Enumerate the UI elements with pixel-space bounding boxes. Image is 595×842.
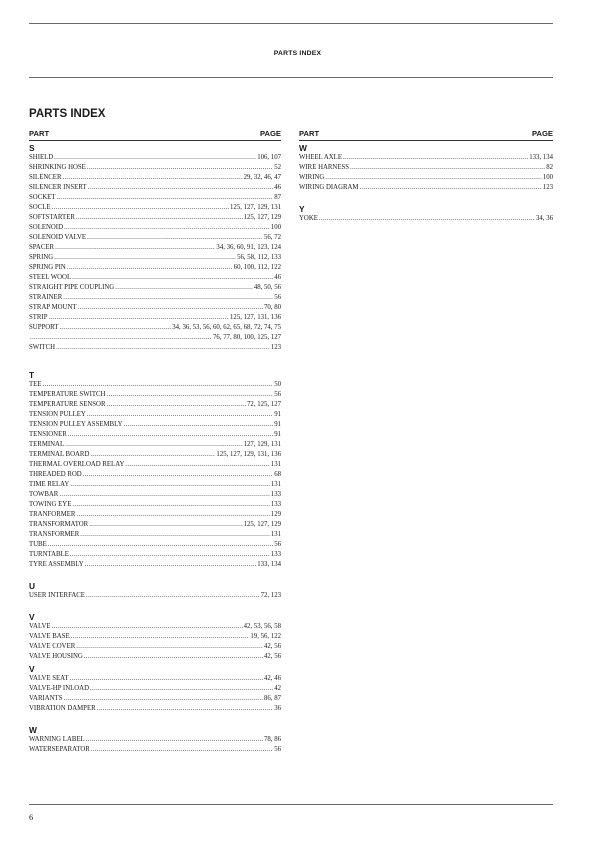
page-references: 133 bbox=[270, 491, 281, 498]
index-entry bbox=[299, 173, 553, 183]
page-references: 56 bbox=[274, 541, 281, 548]
page-references: 133 bbox=[270, 501, 281, 508]
footer-rule bbox=[29, 804, 553, 805]
dot-leader bbox=[87, 163, 273, 173]
page-column-header: PAGE bbox=[260, 129, 281, 138]
dot-leader bbox=[78, 303, 263, 313]
index-entry bbox=[29, 213, 281, 223]
page-references: 50 bbox=[274, 381, 281, 388]
part-name: TRANSFORMER bbox=[29, 531, 80, 538]
section-letter: W bbox=[29, 725, 37, 735]
dot-leader bbox=[106, 390, 273, 400]
part-name: SWITCH bbox=[29, 344, 56, 351]
letter-group bbox=[299, 144, 553, 193]
page-references: 127, 129, 131 bbox=[243, 441, 281, 448]
dot-leader bbox=[97, 704, 274, 714]
part-name: TENSION PULLEY bbox=[29, 411, 86, 418]
page-references: 123 bbox=[270, 344, 281, 351]
part-column-header: PART bbox=[29, 129, 50, 138]
part-name: TIME RELAY bbox=[29, 481, 70, 488]
letter-group bbox=[29, 582, 281, 601]
dot-leader bbox=[49, 313, 230, 323]
letter-group bbox=[299, 205, 553, 224]
dot-leader bbox=[80, 530, 270, 540]
dot-leader bbox=[64, 223, 270, 233]
dot-leader bbox=[42, 380, 273, 390]
page-references: 48, 50, 56 bbox=[253, 284, 281, 291]
dot-leader bbox=[52, 622, 243, 632]
page-references: 100 bbox=[270, 224, 281, 231]
index-groups bbox=[299, 144, 553, 224]
page-references: 125, 127, 129 bbox=[243, 521, 281, 528]
page-references: 78, 86 bbox=[264, 736, 281, 743]
letter-group bbox=[29, 726, 281, 755]
page-number: 6 bbox=[29, 813, 34, 822]
index-entry bbox=[29, 550, 281, 560]
letter-group bbox=[29, 144, 281, 353]
index-entry bbox=[29, 440, 281, 450]
part-name: SOLENOID VALVE bbox=[29, 234, 87, 241]
page-references: 91 bbox=[274, 411, 281, 418]
part-name: STRAIGHT PIPE COUPLING bbox=[29, 284, 115, 291]
dot-leader bbox=[90, 450, 215, 460]
page-references: 125, 127, 129 bbox=[243, 214, 281, 221]
dot-leader bbox=[65, 440, 242, 450]
part-name: TENSIONER bbox=[29, 431, 67, 438]
index-entry bbox=[29, 704, 281, 714]
page-title: PARTS INDEX bbox=[29, 108, 106, 120]
index-entry bbox=[299, 153, 553, 163]
index-entry bbox=[29, 735, 281, 745]
dot-leader bbox=[62, 173, 242, 183]
page-references: 72, 123 bbox=[260, 592, 281, 599]
page-references: 36 bbox=[274, 705, 281, 712]
dot-leader bbox=[67, 263, 233, 273]
page-references: 42, 46 bbox=[264, 675, 281, 682]
page-references: 87 bbox=[274, 194, 281, 201]
page-references: 125, 127, 129, 131, 136 bbox=[216, 451, 281, 458]
page-references: 82 bbox=[546, 164, 553, 171]
dot-leader bbox=[64, 694, 264, 704]
index-entry bbox=[29, 410, 281, 420]
part-name: VALVE BASE bbox=[29, 633, 70, 640]
index-entry bbox=[29, 490, 281, 500]
dot-leader bbox=[52, 203, 229, 213]
part-name: TERMINAL BOARD bbox=[29, 451, 90, 458]
part-name: SUPPORT bbox=[29, 324, 59, 331]
part-name: TENSION PULLEY ASSEMBLY bbox=[29, 421, 123, 428]
dot-leader bbox=[71, 632, 250, 642]
index-entry bbox=[29, 153, 281, 163]
index-entry bbox=[29, 622, 281, 632]
index-entry bbox=[299, 183, 553, 193]
page-references: 86, 87 bbox=[264, 695, 281, 702]
page-references: 34, 36 bbox=[536, 215, 553, 222]
running-header: PARTS INDEX bbox=[273, 50, 322, 57]
part-name: WIRING DIAGRAM bbox=[299, 184, 359, 191]
index-entry bbox=[29, 632, 281, 642]
part-name: THERMAL OVERLOAD RELAY bbox=[29, 461, 125, 468]
dot-leader bbox=[87, 233, 263, 243]
index-entry bbox=[29, 273, 281, 283]
dot-leader bbox=[68, 430, 273, 440]
dot-leader bbox=[48, 540, 273, 550]
part-name: TRANFORMER bbox=[29, 511, 76, 518]
index-entry bbox=[29, 591, 281, 601]
dot-leader bbox=[69, 674, 263, 684]
dot-leader bbox=[70, 550, 270, 560]
index-entry bbox=[29, 500, 281, 510]
index-entry bbox=[29, 233, 281, 243]
part-name: YOKE bbox=[299, 215, 318, 222]
section-letter: S bbox=[29, 143, 35, 153]
part-name: SPRING PIN bbox=[29, 264, 66, 271]
top-rule bbox=[29, 23, 553, 24]
dot-leader bbox=[319, 214, 535, 224]
dot-leader bbox=[106, 400, 246, 410]
page-references: 56, 58, 112, 133 bbox=[237, 254, 281, 261]
index-entry bbox=[29, 510, 281, 520]
index-entry bbox=[29, 203, 281, 213]
part-name: SHRINKING HOSE bbox=[29, 164, 86, 171]
index-column-right bbox=[299, 129, 553, 224]
letter-group bbox=[29, 665, 281, 714]
index-entry bbox=[29, 193, 281, 203]
page-references: 131 bbox=[270, 481, 281, 488]
page-column-header: PAGE bbox=[532, 129, 553, 138]
part-name: VALVE-HP INLOAD bbox=[29, 685, 89, 692]
column-header bbox=[29, 129, 281, 141]
part-name: WHEEL AXLE bbox=[299, 154, 342, 161]
dot-leader bbox=[125, 460, 269, 470]
part-name: TEMPERATURE SENSOR bbox=[29, 401, 106, 408]
index-entry bbox=[29, 163, 281, 173]
part-name: WATERSEPARATOR bbox=[29, 746, 90, 753]
page-references: 56 bbox=[274, 294, 281, 301]
letter-group bbox=[29, 371, 281, 570]
index-entry bbox=[29, 560, 281, 570]
part-column-header: PART bbox=[299, 129, 320, 138]
part-name: SHIELD bbox=[29, 154, 54, 161]
part-name: TUBE bbox=[29, 541, 47, 548]
dot-leader bbox=[72, 500, 269, 510]
page-references: 29, 32, 46, 47 bbox=[243, 174, 281, 181]
page-references: 19, 56, 122 bbox=[250, 633, 281, 640]
section-letter: W bbox=[299, 143, 307, 153]
page-references: 42 bbox=[274, 685, 281, 692]
page-references: 60, 100, 112, 122 bbox=[233, 264, 281, 271]
header-bottom-rule bbox=[29, 77, 553, 78]
dot-leader bbox=[89, 520, 242, 530]
index-entry bbox=[29, 313, 281, 323]
dot-leader bbox=[76, 213, 243, 223]
index-entry bbox=[29, 303, 281, 313]
dot-leader bbox=[59, 323, 171, 333]
part-name: SOCLE bbox=[29, 204, 51, 211]
dot-leader bbox=[91, 745, 273, 755]
part-name: SOLENOID bbox=[29, 224, 63, 231]
page-references: 76, 77, 80, 100, 125, 127 bbox=[213, 334, 281, 341]
section-letter: V bbox=[29, 612, 35, 622]
section-letter: Y bbox=[299, 204, 305, 214]
part-name: WIRING bbox=[299, 174, 325, 181]
part-name: VIBRATION DAMPER bbox=[29, 705, 96, 712]
index-entry bbox=[29, 430, 281, 440]
dot-leader bbox=[359, 183, 541, 193]
part-name: TOWING EYE bbox=[29, 501, 72, 508]
index-entry bbox=[29, 380, 281, 390]
index-entry bbox=[299, 214, 553, 224]
index-entry bbox=[29, 323, 281, 333]
page-references: 46 bbox=[274, 184, 281, 191]
dot-leader bbox=[56, 343, 270, 353]
index-entry bbox=[29, 540, 281, 550]
index-column-left bbox=[29, 129, 281, 755]
page-references: 68 bbox=[274, 471, 281, 478]
dot-leader bbox=[30, 333, 212, 343]
index-groups bbox=[29, 144, 281, 755]
dot-leader bbox=[88, 183, 274, 193]
page-references: 100 bbox=[542, 174, 553, 181]
part-name: STEEL WOOL bbox=[29, 274, 72, 281]
part-name: SOFTSTARTER bbox=[29, 214, 75, 221]
part-name: SILENCER bbox=[29, 174, 62, 181]
index-entry bbox=[29, 263, 281, 273]
part-name: VALVE SEAT bbox=[29, 675, 69, 682]
index-entry bbox=[29, 293, 281, 303]
dot-leader bbox=[123, 420, 273, 430]
dot-leader bbox=[83, 470, 274, 480]
page-references: 133, 134 bbox=[257, 561, 281, 568]
index-entry bbox=[29, 183, 281, 193]
dot-leader bbox=[84, 652, 263, 662]
dot-leader bbox=[72, 273, 273, 283]
page-references: 125, 127, 131, 136 bbox=[230, 314, 281, 321]
dot-leader bbox=[55, 243, 215, 253]
dot-leader bbox=[86, 735, 263, 745]
part-name: VALVE HOUSING bbox=[29, 653, 83, 660]
page-references: 133 bbox=[270, 551, 281, 558]
page-references: 46 bbox=[274, 274, 281, 281]
page-references: 125, 127, 129, 131 bbox=[230, 204, 281, 211]
index-entry bbox=[29, 745, 281, 755]
page-references: 34, 36, 53, 56, 60, 62, 65, 68, 72, 74, 75 bbox=[172, 324, 281, 331]
index-entry bbox=[29, 450, 281, 460]
page-references: 133, 134 bbox=[529, 154, 553, 161]
dot-leader bbox=[70, 480, 269, 490]
dot-leader bbox=[63, 293, 273, 303]
page-references: 34, 36, 60, 91, 123, 124 bbox=[216, 244, 281, 251]
index-entry bbox=[29, 420, 281, 430]
page-references: 129 bbox=[270, 511, 281, 518]
part-name: STRAINER bbox=[29, 294, 63, 301]
dot-leader bbox=[86, 591, 260, 601]
dot-leader bbox=[54, 153, 256, 163]
letter-group bbox=[29, 613, 281, 662]
dot-leader bbox=[85, 560, 257, 570]
section-letter: V bbox=[29, 664, 35, 674]
dot-leader bbox=[59, 490, 269, 500]
page-references: 91 bbox=[274, 421, 281, 428]
section-letter: U bbox=[29, 581, 36, 591]
part-name: VARIANTS bbox=[29, 695, 63, 702]
part-name: TEE bbox=[29, 381, 42, 388]
dot-leader bbox=[325, 173, 542, 183]
dot-leader bbox=[350, 163, 545, 173]
page-references: 72, 125, 127 bbox=[247, 401, 281, 408]
dot-leader bbox=[87, 410, 273, 420]
part-name: TERMINAL bbox=[29, 441, 65, 448]
dot-leader bbox=[115, 283, 253, 293]
section-letter: T bbox=[29, 370, 35, 380]
index-entry bbox=[29, 694, 281, 704]
part-name: VALVE COVER bbox=[29, 643, 76, 650]
part-name: SPRING bbox=[29, 254, 54, 261]
page-references: 42, 56 bbox=[264, 653, 281, 660]
index-entry bbox=[29, 333, 281, 343]
page-references: 42, 53, 56, 58 bbox=[243, 623, 281, 630]
page-references: 106, 107 bbox=[257, 154, 281, 161]
index-entry bbox=[29, 343, 281, 353]
part-name: WARNING LABEL bbox=[29, 736, 85, 743]
index-entry bbox=[29, 684, 281, 694]
index-entry bbox=[29, 173, 281, 183]
index-entry bbox=[29, 400, 281, 410]
page-references: 123 bbox=[542, 184, 553, 191]
index-entry bbox=[29, 390, 281, 400]
page-references: 56 bbox=[274, 391, 281, 398]
part-name: TRANSFORMATOR bbox=[29, 521, 89, 528]
dot-leader bbox=[90, 684, 273, 694]
dot-leader bbox=[343, 153, 528, 163]
part-name: SPACER bbox=[29, 244, 55, 251]
part-name: WIRE HARNESS bbox=[299, 164, 350, 171]
index-entry bbox=[29, 470, 281, 480]
index-entry bbox=[29, 652, 281, 662]
page-references: 56 bbox=[274, 746, 281, 753]
index-entry bbox=[29, 253, 281, 263]
part-name: SOCKET bbox=[29, 194, 56, 201]
part-name: VALVE bbox=[29, 623, 51, 630]
part-name: TEMPERATURE SWITCH bbox=[29, 391, 106, 398]
part-name: TYRE ASSEMBLY bbox=[29, 561, 84, 568]
part-name: TURNTABLE bbox=[29, 551, 69, 558]
index-entry bbox=[299, 163, 553, 173]
page-references: 56, 72 bbox=[264, 234, 281, 241]
page-references: 70, 80 bbox=[264, 304, 281, 311]
dot-leader bbox=[56, 193, 273, 203]
dot-leader bbox=[54, 253, 236, 263]
part-name: STRAP MOUNT bbox=[29, 304, 77, 311]
dot-leader bbox=[76, 510, 269, 520]
index-entry bbox=[29, 642, 281, 652]
index-entry bbox=[29, 460, 281, 470]
column-header bbox=[299, 129, 553, 141]
page-references: 91 bbox=[274, 431, 281, 438]
page-references: 131 bbox=[270, 461, 281, 468]
index-entry bbox=[29, 520, 281, 530]
index-entry bbox=[29, 530, 281, 540]
part-name: TOWBAR bbox=[29, 491, 59, 498]
index-entry bbox=[29, 283, 281, 293]
part-name: USER INTERFACE bbox=[29, 592, 85, 599]
part-name: SILENCER INSERT bbox=[29, 184, 87, 191]
part-name: THREADED ROD bbox=[29, 471, 82, 478]
index-entry bbox=[29, 223, 281, 233]
index-entry bbox=[29, 480, 281, 490]
page-references: 42, 56 bbox=[264, 643, 281, 650]
page-references: 52 bbox=[274, 164, 281, 171]
index-entry bbox=[29, 243, 281, 253]
index-entry bbox=[29, 674, 281, 684]
dot-leader bbox=[76, 642, 263, 652]
part-name: STRIP bbox=[29, 314, 48, 321]
page-references: 131 bbox=[270, 531, 281, 538]
